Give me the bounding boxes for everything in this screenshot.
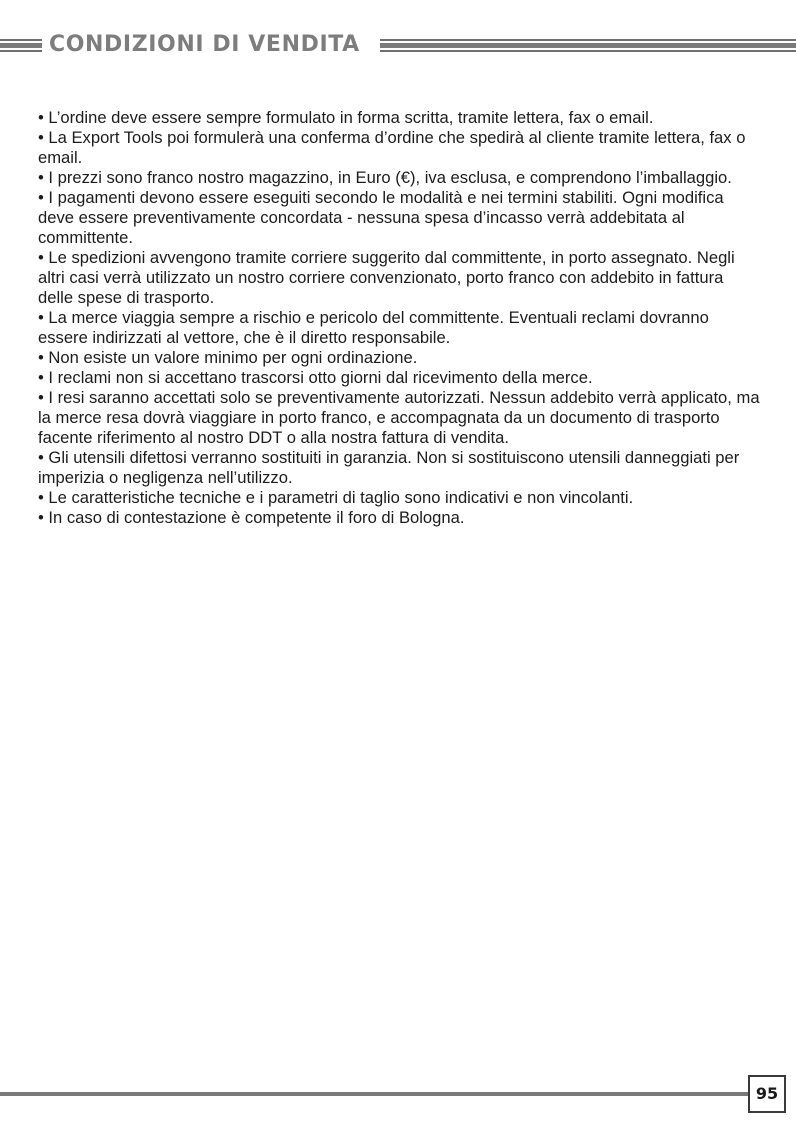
condition-item: • In caso di contestazione è competente il foro di Bologna.	[38, 508, 465, 527]
footer-rule	[0, 1092, 748, 1096]
condition-item: • La merce viaggia sempre a rischio e pericolo del committente. Eventuali reclami dovranno essere indirizzati al vettore, che è il diretto responsabile.	[38, 308, 709, 347]
page-title: CONDIZIONI DI VENDITA	[49, 32, 360, 57]
page-number: 95	[748, 1075, 786, 1113]
header-rule-left	[0, 39, 42, 52]
header-rule-right	[380, 39, 796, 52]
condition-item: • Non esiste un valore minimo per ogni ordinazione.	[38, 348, 418, 367]
section-header	[0, 30, 796, 60]
condition-item: • Le spedizioni avvengono tramite corriere suggerito dal committente, in porto assegnato. Negli altri casi verrà utilizzato un nostro corriere convenzionato, porto franco con addebito in fattura delle spese di trasporto.	[38, 248, 735, 307]
condition-item: • La Export Tools poi formulerà una conferma d’ordine che spedirà al cliente tramite lettera, fax o email.	[38, 128, 746, 167]
condition-item: • I reclami non si accettano trascorsi otto giorni dal ricevimento della merce.	[38, 368, 593, 387]
condition-item: • I pagamenti devono essere eseguiti secondo le modalità e nei termini stabiliti. Ogni modifica deve essere preventivamente concordata - nessuna spesa d’incasso verrà addebitata al committente.	[38, 188, 724, 247]
condition-item: • I prezzi sono franco nostro magazzino, in Euro (€), iva esclusa, e comprendono l’imballaggio.	[38, 168, 732, 187]
condition-item: • L’ordine deve essere sempre formulato in forma scritta, tramite lettera, fax o email.	[38, 108, 654, 127]
condition-item: • I resi saranno accettati solo se preventivamente autorizzati. Nessun addebito verrà applicato, ma la merce resa dovrà viaggiare in porto franco, e accompagnata da un documento di trasporto facente riferimento al nostro DDT o alla nostra fattura di vendita.	[38, 388, 760, 447]
condition-item: • Gli utensili difettosi verranno sostituiti in garanzia. Non si sostituiscono utensili danneggiati per imperizia o negligenza nell’utilizzo.	[38, 448, 740, 487]
conditions-list	[38, 108, 760, 528]
condition-item: • Le caratteristiche tecniche e i parametri di taglio sono indicativi e non vincolanti.	[38, 488, 634, 507]
